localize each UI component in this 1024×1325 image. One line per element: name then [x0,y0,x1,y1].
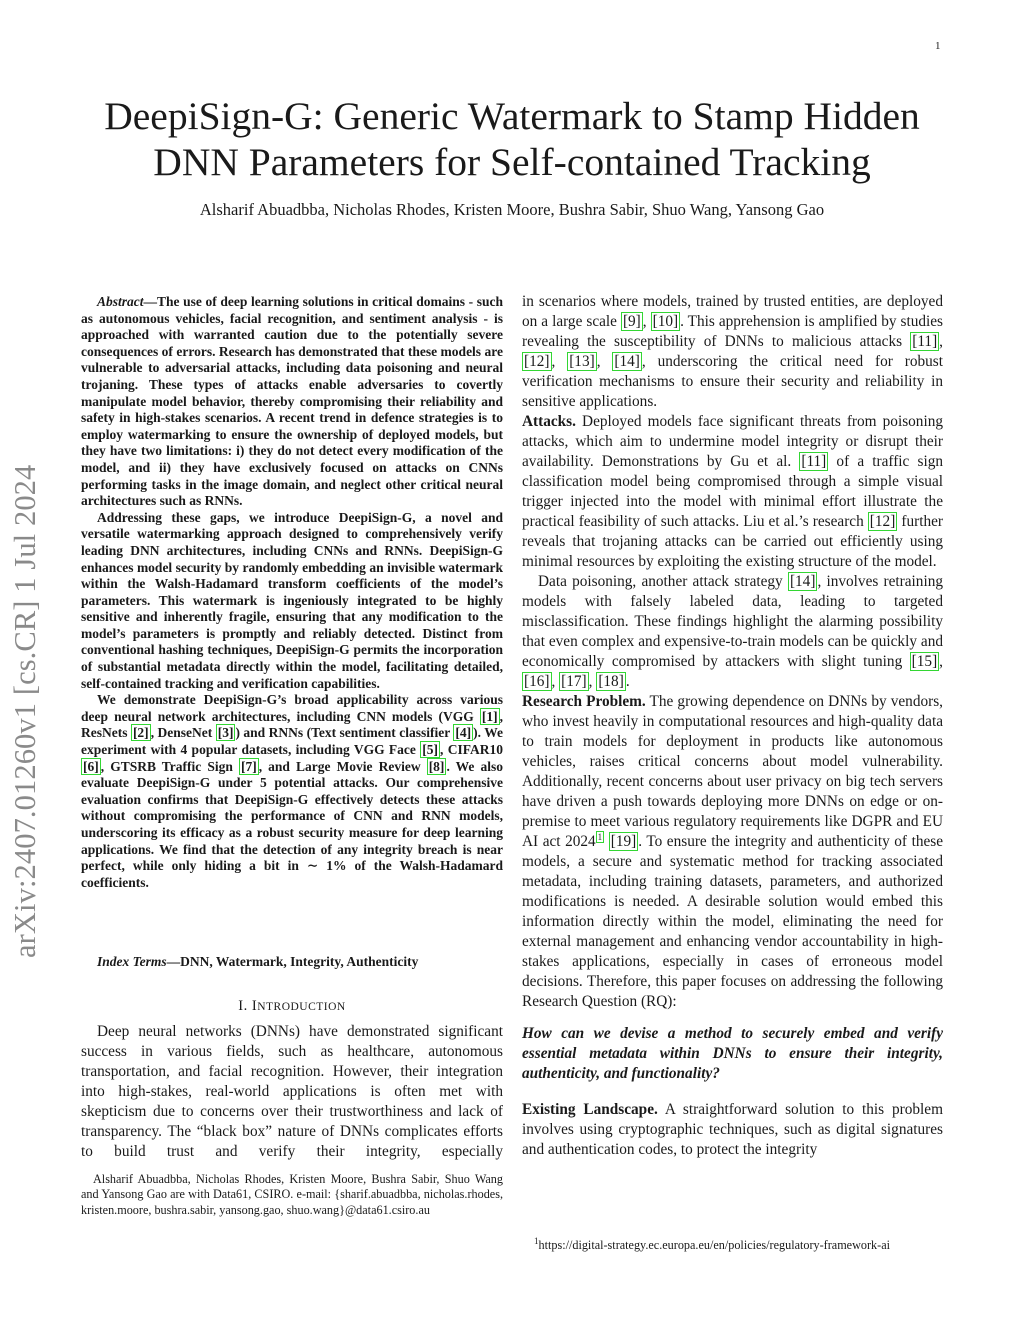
citation-link[interactable]: [19] [610,833,637,850]
data-poisoning-paragraph [522,572,943,692]
intro-paragraph-1: Deep neural networks (DNNs) have demonstrated significant success in various fields, such as healthcare, autonomous transportation, and facial recognition. However, their integration into high-stakes, real-world applications is often met with skepticism due to concerns over their trustworthiness and lack of transparency. The “black box” nature of DNNs complicates efforts to build trust and verify their integrity, especially [81,1023,503,1160]
citation-link[interactable]: [10] [652,313,679,330]
citation-link[interactable]: [9] [622,313,641,330]
text-run: ) and RNNs (Text sentiment classifier [235,725,454,741]
paragraph-continuation [522,292,943,412]
text-run: , [939,653,943,670]
author-affiliation-note: Alsharif Abuadbba, Nicholas Rhodes, Kristen Moore, Bushra Sabir, Shuo Wang and Yansong Gao are with Data61, CSIRO. e-mail: {sharif.abuadbba, nicholas.rhodes, kristen.moore, bushra.sabir, yansong.gao, shuo.wang}@data61.csiro.au [81,1172,503,1217]
title-line-2: DNN Parameters for Self-contained Tracking [153,140,871,184]
citation-link[interactable]: [12] [524,353,550,370]
text-run: in scenarios where models, trained by trusted entities, are deployed on a large scale [522,293,943,330]
text-run: . [625,673,630,690]
text-run: Data poisoning, another attack strategy [538,573,788,590]
citation-link[interactable]: [4] [455,725,472,741]
abstract-text-1: The use of deep learning solutions in critical domains - such as autonomous vehicles, facial recognition, and sentiment analysis - is approached with warranted caution due to the potentially severe consequences of errors. Research has demonstrated that these models are vulnerable to adversarial attacks, including data poisoning and neural trojaning. These types of attacks enable adversaries to covertly manipulate model behavior, thereby compromising their reliability and safety in high-stakes scenarios. A recent trend in defence strategies is to employ watermarking to ensure the ownership of deployed models, but they have two limitations: i) they do not detect every modification of the model, and ii) they have exclusively focused on attacks on CNNs performing tasks in the image domain, and neglect other critical neural architectures such as RNNs. [81,294,503,509]
existing-landscape-paragraph [522,1100,943,1160]
text-run: , [642,313,651,330]
text-run: Deployed models face significant threats from poisoning attacks, which aim to undermine model integrity or disrupt their availability. Demonstrations by Gu et al. [522,413,943,470]
citation-link[interactable]: [1] [481,708,498,724]
section-number: I. [238,998,248,1014]
index-terms: Index Terms—DNN, Watermark, Integrity, Authenticity [97,954,419,969]
citation-link[interactable]: [15] [911,653,938,670]
abstract [81,294,503,891]
footnote-marker[interactable]: 1 [597,831,603,842]
attacks-heading: Attacks. [522,413,576,430]
page-number: 1 [935,40,941,52]
text-run: further reveals that trojaning attacks can be carried out efficiently using minimal resources by exploiting the existing structure of the model. [522,513,943,570]
citation-link[interactable]: [6] [83,758,99,774]
research-question: How can we devise a method to securely embed and verify essential metadata within DNNs to ensure their integrity, authenticity, and functionality? [522,1025,943,1082]
abstract-paragraph-1: Abstract—The use of deep learning solutions in critical domains - such as autonomous vehicles, facial recognition, and sentiment analysis - is approached with warranted caution due to the potentially severe consequences of errors. Research has demonstrated that these models are vulnerable to adversarial attacks, including data poisoning and neural trojaning. These types of attacks enable adversaries to covertly manipulate model behavior, thereby compromising their reliability and safety in high-stakes scenarios. A recent trend in defence strategies is to employ watermarking to ensure the ownership of deployed models, but they have two limitations: i) they do not detect every modification of the model, and ii) they have exclusively focused on attacks on CNNs performing tasks in the image domain, and neglect other critical neural architectures such as RNNs. [81,294,503,509]
citation-link[interactable]: [3] [217,725,234,741]
url-footnote [534,1236,890,1253]
author-footnote [81,1172,503,1218]
text-run: , GTSRB Traffic Sign [100,758,239,774]
citation-link[interactable]: [14] [614,353,640,370]
arxiv-identifier: arXiv:2407.01260v1 [cs.CR] 1 Jul 2024 [8,464,42,958]
citation-link[interactable]: [14] [789,573,816,590]
text-run: , and Large Movie Review [258,758,427,774]
citation-link[interactable]: [8] [428,758,445,774]
text-run: A straightforward solution to this problem involves using cryptographic techniques, such as digital signatures and authentication codes, to protect the integrity [522,1101,943,1158]
index-terms-text: DNN, Watermark, Integrity, Authenticity [180,954,419,969]
abstract-label: Abstract [97,294,144,309]
text-run: , CIFAR10 [440,742,503,758]
text-run: We demonstrate DeepiSign-G’s broad applicability across various deep neural network architectures, including CNN models (VGG [81,692,503,724]
text-run: , [551,673,560,690]
abstract-paragraph-3 [81,692,503,891]
author-list: Alsharif Abuadbba, Nicholas Rhodes, Kristen Moore, Bushra Sabir, Shuo Wang, Yansong Gao [199,200,825,219]
paper-title [60,93,964,185]
citation-link[interactable]: [18] [598,673,624,690]
text-run: , ResNets [81,708,503,741]
footnote-url[interactable]: https://digital-strategy.ec.europa.eu/en/policies/regulatory-framework-ai [538,1238,890,1253]
text-run: The growing dependence on DNNs by vendors, who invest heavily in computational resources and high-quality data to train models for deployment in products like autonomous vehicles, raises critical concerns about model vulnerability. Additionally, recent concerns about user privacy on big tech servers have driven a push towards deploying more DNNs on edge or on-premise to meet various regulatory requirements like DGPR and EU AI act 2024 [522,693,943,850]
abstract-paragraph-2: Addressing these gaps, we introduce DeepiSign-G, a novel and versatile watermarking approach designed to comprehensively verify leading DNN architectures, including CNNs and RNNs. DeepiSign-G enhances model security by randomly embedding an invisible watermark within the Walsh-Hadamard transform coefficients of the model’s parameters. This watermark is ingeniously integrated to be highly sensitive and inherently fragile, ensuring that any modification to the model’s parameters is promptly and reliably detected. Distinct from conventional hashing techniques, DeepiSign-G permits the incorporation of substantial metadata directly within the model, facilitating detailed, self-contained tracking and verification capabilities. [81,509,503,691]
existing-landscape-heading: Existing Landscape. [522,1101,658,1118]
citation-link[interactable]: [7] [240,758,257,774]
right-column-body [522,292,943,1160]
index-terms-label: Index Terms [97,954,167,969]
text-run: of a traffic sign classification model being compromised through a simple visual trigger injected into the model with minimal effort illustrate the practical feasibility of such attacks. Liu et al.’s research [522,453,943,530]
text-run: , DenseNet [150,725,216,741]
text-run: , [939,333,943,350]
section-heading-introduction [81,998,503,1015]
footnote-number: 1 [534,1236,539,1246]
text-run: , [596,353,613,370]
citation-link[interactable]: [12] [869,513,896,530]
section-title-rest: NTRODUCTION [257,1001,346,1013]
citation-link[interactable]: [11] [801,453,827,470]
text-run: . We also evaluate DeepiSign-G under 5 potential attacks. Our comprehensive evaluation confirms that DeepiSign-G effectively detects these attacks without compromising the performance of CNN and RNN models, underscoring its efficacy as a robust security measure for deep learning applications. We find that the detection of any integrity breach is near perfect, while only hiding a bit in ∼ 1% of the Walsh-Hadamard coefficients. [81,758,503,890]
attacks-paragraph [522,412,943,572]
text-run: , underscoring the critical need for robust verification mechanisms to ensure their security and reliability in sensitive applications. [522,353,943,410]
text-run: . This apprehension is amplified by studies revealing the susceptibility of DNNs to malicious attacks [522,313,943,350]
introduction-body [81,1022,503,1162]
text-run: , [551,353,568,370]
section-title-initial: I [251,998,258,1014]
research-problem-heading: Research Problem. [522,693,646,710]
text-run: , involves retraining models with falsely labeled data, leading to targeted misclassification. These findings highlight the alarming possibility that even complex and expensive-to-train models can be quickly and economically compromised by attackers with slight tuning [522,573,943,670]
citation-link[interactable]: [11] [912,333,938,350]
citation-link[interactable]: [17] [561,673,587,690]
research-problem-paragraph [522,692,943,1012]
text-run: ). We experiment with 4 popular datasets, including VGG Face [81,725,503,758]
citation-link[interactable]: [13] [569,353,595,370]
citation-link[interactable]: [16] [524,673,550,690]
citation-link[interactable]: [2] [132,725,149,741]
text-run: . To ensure the integrity and authenticity of these models, a secure and systematic method for tracking associated metadata, including training datasets, parameters, and authorized modifications is needed. A desirable solution would embed this information directly within the model, eliminating the need for external management and enhancing vendor accountability in high-stakes applications, especially in cases of erroneous model decisions. Therefore, this paper focuses on addressing the following Research Question (RQ): [522,833,944,1010]
title-line-1: DeepiSign-G: Generic Watermark to Stamp Hidden [104,94,920,138]
text-run: , [588,673,597,690]
citation-link[interactable]: [5] [422,742,439,758]
